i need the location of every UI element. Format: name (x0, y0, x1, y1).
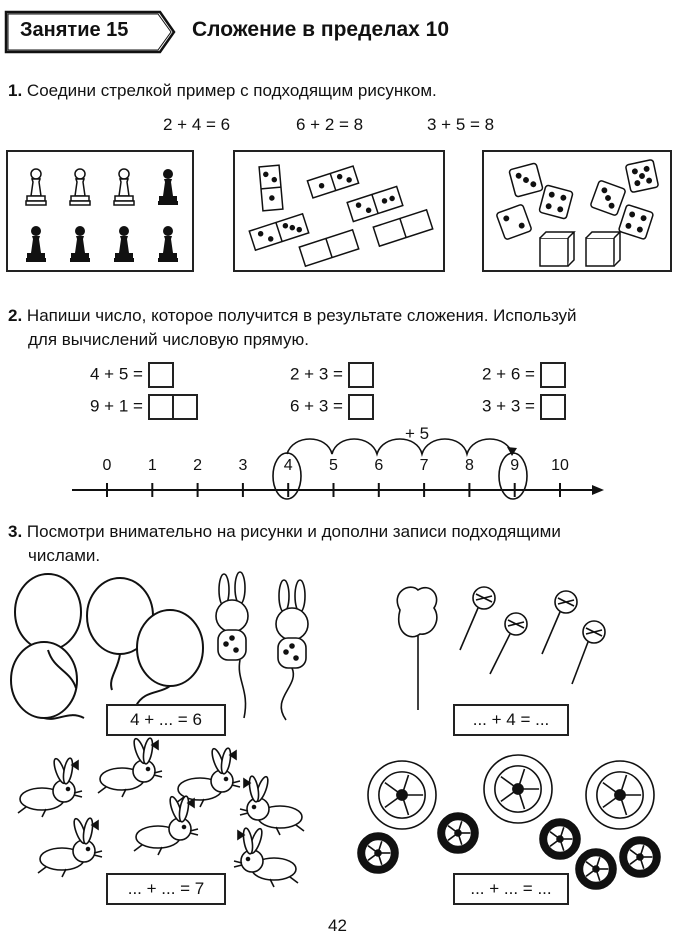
wheel-icon (438, 813, 478, 853)
pawn-icons (8, 152, 196, 274)
task1-number: 1. (8, 81, 23, 100)
problem-text: 4 + 5 = (90, 364, 143, 384)
answer-box[interactable] (148, 362, 174, 388)
task3-text-line1: Посмотри внимательно на рисунки и дополни записи подходящими (26, 522, 561, 541)
task2-text-line2: для вычислений числовую прямую. (28, 330, 309, 349)
chess-pawns-picture[interactable] (6, 150, 194, 272)
wheel-icon (540, 819, 580, 859)
number-line-label: 2 (193, 457, 203, 474)
problem-2-plus-6 (482, 362, 566, 388)
rabbit-icon (234, 827, 298, 887)
task1-text: Соедини стрелкой пример с подходящим рисунком. (26, 81, 437, 100)
problem-text: 6 + 3 = (290, 396, 343, 416)
answer-box[interactable] (348, 394, 374, 420)
task3-instruction (8, 520, 561, 568)
wheel-icon (620, 837, 660, 877)
task1-example-3[interactable]: 3 + 5 = 8 (427, 115, 495, 134)
task3-text-line2: числами. (28, 546, 101, 565)
problem-text: 3 + 3 = (482, 396, 535, 416)
lollipop-icons (460, 587, 605, 684)
bunny-icons (216, 572, 308, 720)
task1-example-1[interactable]: 2 + 4 = 6 (163, 115, 231, 134)
problem-9-plus-1 (90, 394, 198, 420)
answer-box[interactable] (540, 362, 566, 388)
record-balloons[interactable]: 4 + ... = 6 (106, 704, 226, 736)
number-line-label: 4 (283, 457, 293, 474)
answer-box[interactable] (348, 362, 374, 388)
problem-text: 2 + 6 = (482, 364, 535, 384)
problem-2-plus-3 (290, 362, 374, 388)
cotton-candy-icon (397, 587, 437, 637)
problem-3-plus-3 (482, 394, 566, 420)
lesson-title: Сложение в пределах 10 (192, 18, 450, 41)
problem-4-plus-5 (90, 362, 174, 388)
problem-text: 9 + 1 = (90, 396, 143, 416)
answer-box-ones[interactable] (172, 394, 198, 420)
number-line-label: 3 (238, 457, 248, 474)
task1-example-2[interactable]: 6 + 2 = 8 (296, 115, 364, 134)
record-candy[interactable]: ... + 4 = ... (453, 704, 569, 736)
rabbit-icon (38, 817, 102, 877)
rabbit-icon (240, 775, 304, 835)
number-line-label: 8 (464, 457, 474, 474)
balloon-icons (11, 574, 203, 719)
wheel-icon (576, 849, 616, 889)
rabbit-icons (18, 737, 304, 887)
domino-icons (235, 152, 447, 274)
page-number: 42 (328, 916, 347, 935)
task1-instruction (8, 79, 437, 103)
wheel-icon (368, 761, 436, 829)
problem-6-plus-3 (290, 394, 374, 420)
dominoes-picture[interactable] (233, 150, 445, 272)
answer-box-tens[interactable] (148, 394, 174, 420)
problem-text: 2 + 3 = (290, 364, 343, 384)
number-line-label: 0 (102, 457, 112, 474)
wheel-icon (358, 833, 398, 873)
wheel-icons (358, 755, 660, 889)
dice-picture[interactable] (482, 150, 672, 272)
task2-text-line1: Напиши число, которое получится в результате сложения. Используй (26, 306, 577, 325)
number-line-label: 10 (551, 457, 569, 474)
number-line-label: 5 (329, 457, 338, 474)
rabbit-icon (134, 795, 198, 855)
lesson-label: Занятие 15 (20, 19, 129, 41)
number-line-label: 9 (510, 457, 520, 474)
number-line-label: 1 (147, 457, 157, 474)
number-line-label: 7 (419, 457, 429, 474)
rabbit-icon (18, 757, 82, 817)
task2-instruction (8, 304, 577, 352)
task2-number: 2. (8, 306, 23, 325)
number-line-label: 6 (374, 457, 384, 474)
hop-label: + 5 (405, 424, 430, 443)
candy-picture (380, 580, 640, 710)
wheel-icon (484, 755, 552, 823)
answer-box[interactable] (540, 394, 566, 420)
record-rabbits[interactable]: ... + ... = 7 (106, 873, 226, 905)
rabbit-icon (98, 737, 162, 797)
record-wheels[interactable]: ... + ... = ... (453, 873, 569, 905)
task3-number: 3. (8, 522, 23, 541)
dice-icons (484, 152, 674, 274)
wheel-icon (586, 761, 654, 829)
